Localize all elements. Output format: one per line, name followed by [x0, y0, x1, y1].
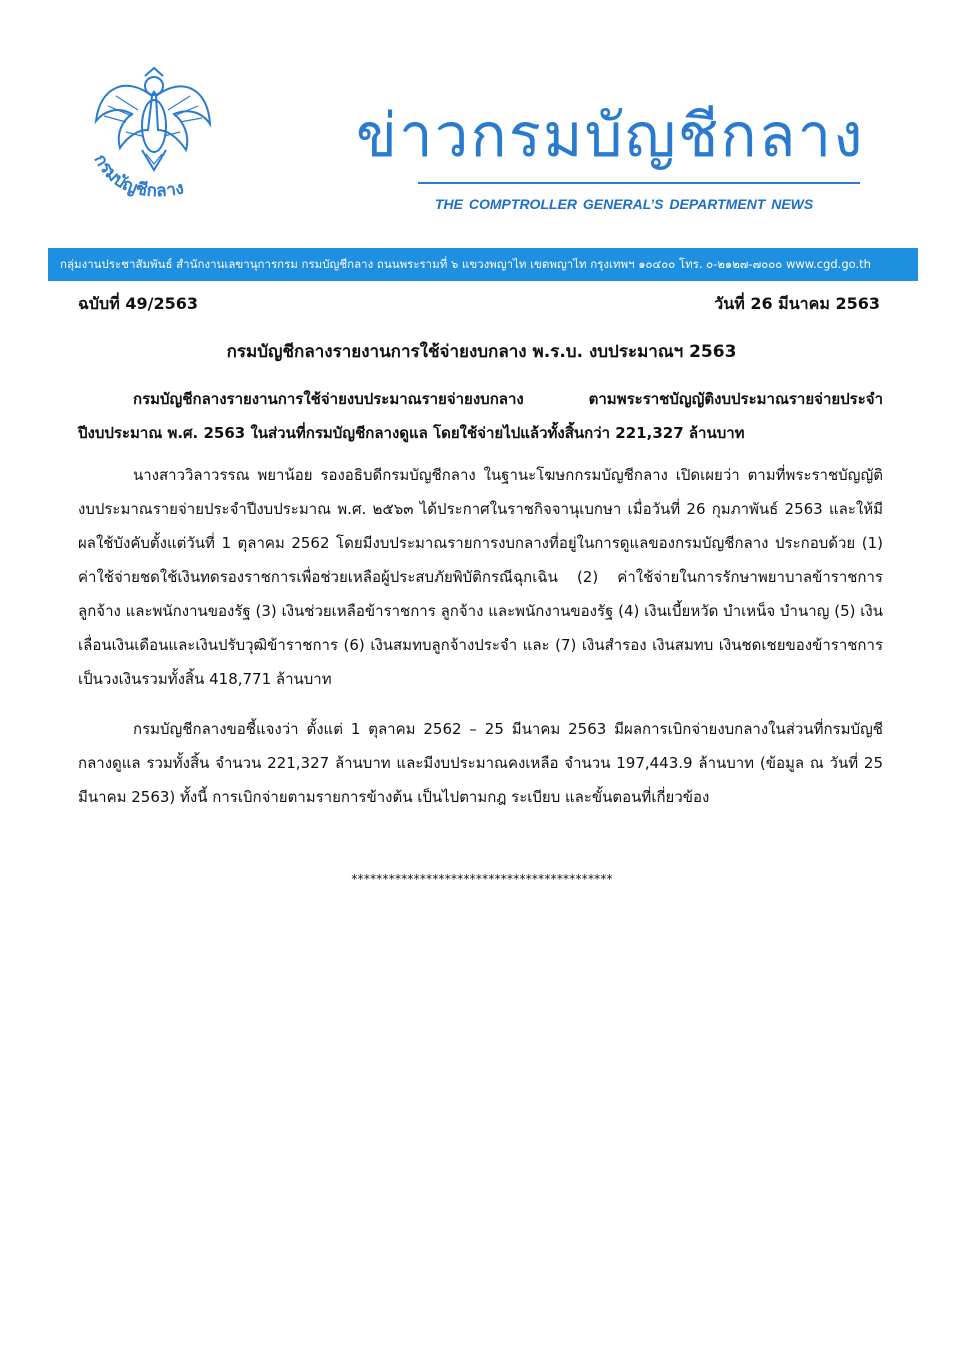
- masthead-title: ข่าวกรมบัญชีกลาง: [356, 101, 865, 171]
- issue-date: วันที่ 26 มีนาคม 2563: [714, 294, 880, 313]
- logo-text: กรมบัญชีกลาง: [89, 150, 186, 202]
- article-paragraph-1: นางสาววิลาวรรณ พยาน้อย รองอธิบดีกรมบัญชีกลาง ในฐานะโฆษกกรมบัญชีกลาง เปิดเผยว่า ตามที่พระราชบัญญัติงบประมาณรายจ่ายประจำปีงบประมาณ พ.ศ. ๒๕๖๓ ได้ประกาศในราชกิจจานุเบกษา เมื่อวันที่ 26 กุมภาพันธ์ 2563 และให้มีผลใช้บังคับตั้งแต่วันที่ 1 ตุลาคม 2562 โดยมีงบประมาณรายการงบกลางที่อยู่ในการดูแลของกรมบัญชีกลาง ประกอบด้วย (1) ค่าใช้จ่ายชดใช้เงินทดรองราชการเพื่อช่วยเหลือผู้ประสบภัยพิบัติกรณีฉุกเฉิน (2) ค่าใช้จ่ายในการรักษาพยาบาลข้าราชการ ลูกจ้าง และพนักงานของรัฐ (3) เงินช่วยเหลือข้าราชการ ลูกจ้าง และพนักงานของรัฐ (4) เงินเบี้ยหวัด บำเหน็จ บำนาญ (5) เงินเลื่อนเงินเดือนและเงินปรับวุฒิข้าราชการ (6) เงินสมทบลูกจ้างประจำ และ (7) เงินสำรอง เงินสมทบ เงินชดเชยของข้าราชการ เป็นวงเงินรวมทั้งสิ้น 418,771 ล้านบาท: [78, 466, 883, 688]
- masthead-divider: [418, 182, 860, 184]
- svg-text:กรมบัญชีกลาง: [90, 151, 186, 201]
- end-marker: ******************************************: [350, 872, 613, 886]
- masthead-subtitle: THE COMPTROLLER GENERAL’S DEPARTMENT NEWS: [435, 196, 814, 212]
- garuda-logo: [82, 66, 222, 216]
- article-lead: กรมบัญชีกลางรายงานการใช้จ่ายงบประมาณรายจ่ายงบกลาง ตามพระราชบัญญัติงบประมาณรายจ่ายประจำปีงบประมาณ พ.ศ. 2563 ในส่วนที่กรมบัญชีกลางดูแล โดยใช้จ่ายไปแล้วทั้งสิ้นกว่า 221,327 ล้านบาท: [78, 390, 883, 442]
- article-headline: กรมบัญชีกลางรายงานการใช้จ่ายงบกลาง พ.ร.บ. งบประมาณฯ 2563: [226, 342, 737, 362]
- contact-bar: กลุ่มงานประชาสัมพันธ์ สำนักงานเลขานุการกรม กรมบัญชีกลาง ถนนพระรามที่ ๖ แขวงพญาไท เขตพญาไท กรุงเทพฯ ๑๐๔๐๐ โทร. ๐-๒๑๒๗-๗๐๐๐ www.cgd.go.th: [48, 248, 918, 281]
- issue-number: ฉบับที่ 49/2563: [78, 294, 198, 313]
- article-paragraph-2: กรมบัญชีกลางขอชี้แจงว่า ตั้งแต่ 1 ตุลาคม 2562 – 25 มีนาคม 2563 มีผลการเบิกจ่ายงบกลางในส่วนที่กรมบัญชีกลางดูแล รวมทั้งสิ้น จำนวน 221,327 ล้านบาท และมีงบประมาณคงเหลือ จำนวน 197,443.9 ล้านบาท (ข้อมูล ณ วันที่ 25 มีนาคม 2563) ทั้งนี้ การเบิกจ่ายตามรายการข้างต้น เป็นไปตามกฎ ระเบียบ และขั้นตอนที่เกี่ยวข้อง: [78, 720, 883, 806]
